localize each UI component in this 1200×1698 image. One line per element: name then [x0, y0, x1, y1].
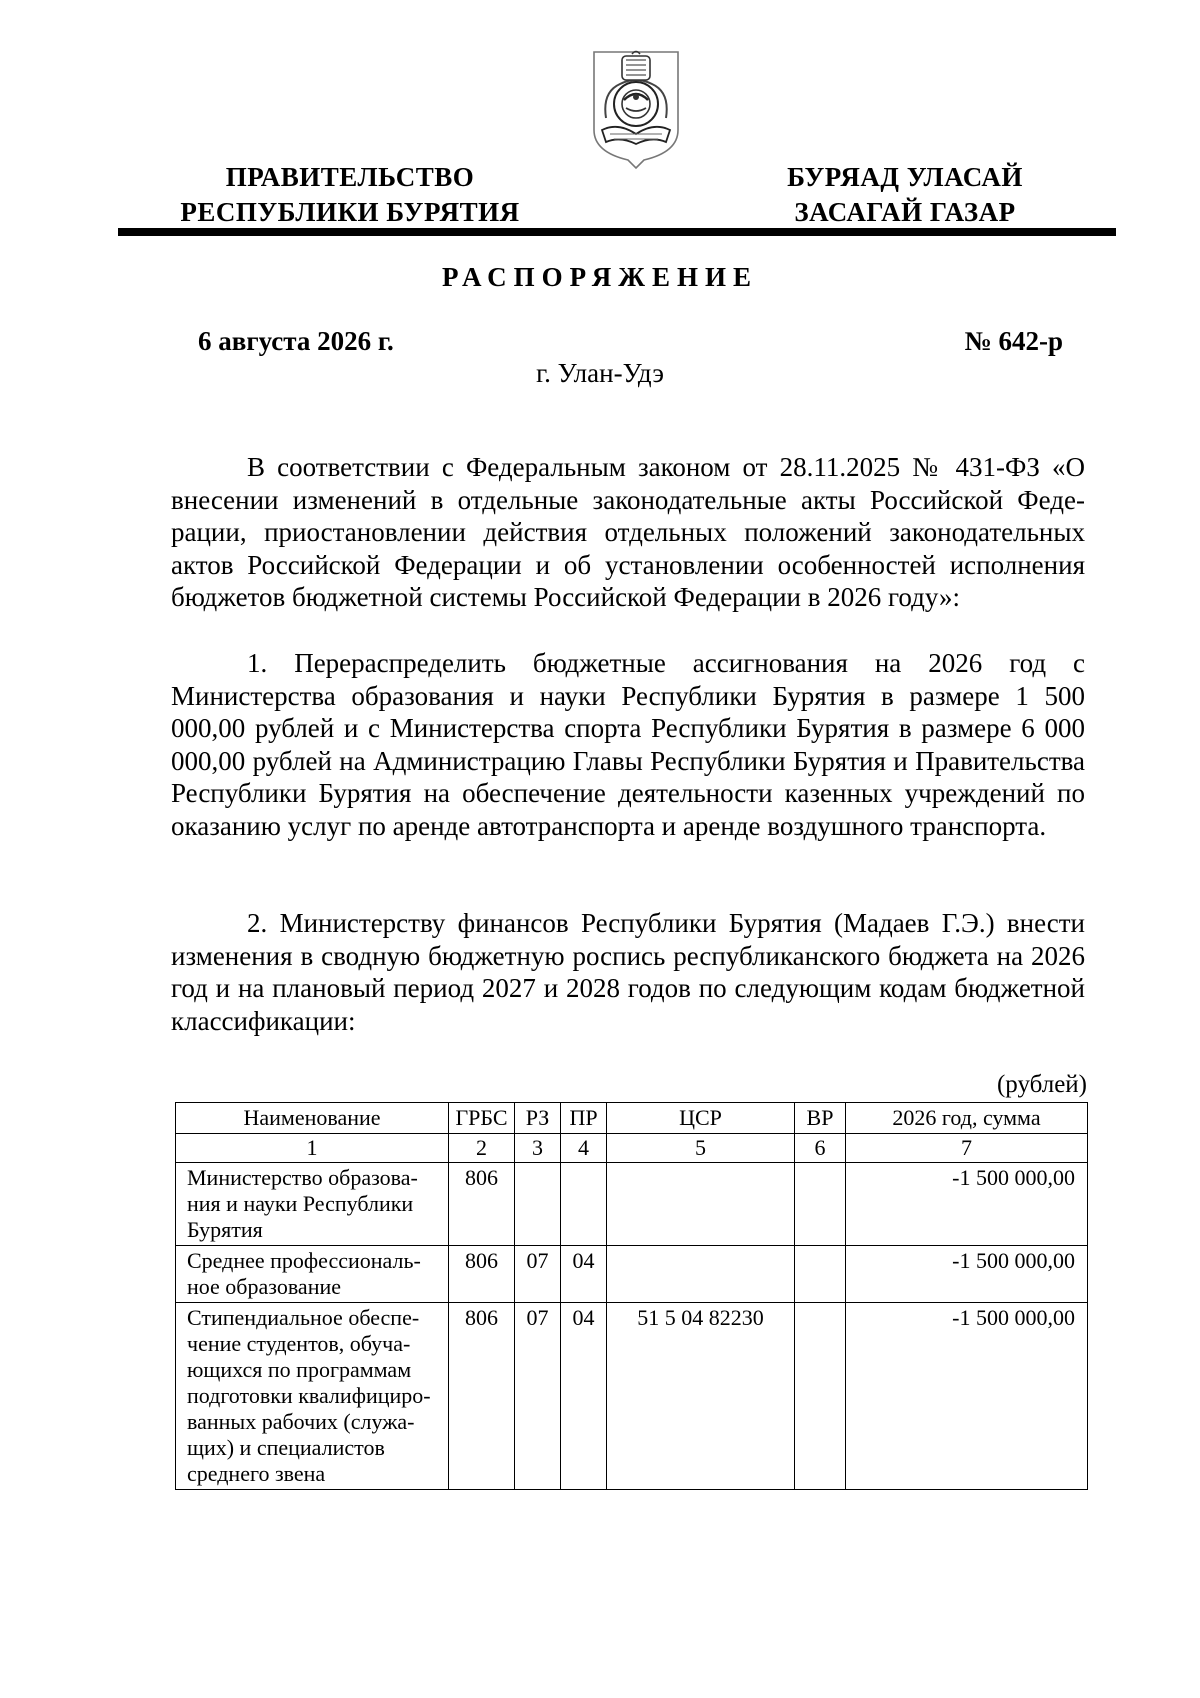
item-2-paragraph: 2. Министерству финансов Республики Бурятия (Мадаев Г.Э.) внести изменения в сводную бюджетную роспись республиканского бюджета на 2026 год и на плановый период 2027 и 2028 годов по следующим кодам бюджетной классификации: — [171, 908, 1085, 1036]
document-number: № 642-р — [964, 326, 1063, 356]
organization-name-line: ЗАСАГАЙ ГАЗАР — [794, 197, 1016, 227]
column-header: Наименование — [176, 1103, 449, 1134]
budget-table — [175, 1102, 1088, 1490]
column-number: 2 — [449, 1134, 515, 1163]
organization-name-line: РЕСПУБЛИКИ БУРЯТИЯ — [180, 197, 520, 227]
document-type-title: РАСПОРЯЖЕНИЕ — [441, 262, 759, 292]
column-number: 4 — [561, 1134, 607, 1163]
table-row — [176, 1303, 1088, 1490]
cell-pr — [561, 1163, 607, 1246]
column-header: 2026 год, сумма — [846, 1103, 1088, 1134]
preamble-paragraph: В соответствии с Федеральным законом от 28.11.2025 № 431-ФЗ «О внесении изменений в отдельные законодательные акты Российской Федерации, приостановлении действия отдельных положений законодательных актов Российской Федерации и об установлении особенностей исполнения бюджетов бюджетной системы Российской Федерации в 2026 году»: — [171, 452, 1085, 612]
cell-amount: -1 500 000,00 — [846, 1246, 1088, 1303]
column-header: ГРБС — [449, 1103, 515, 1134]
document-date: 6 августа 2026 г. — [198, 326, 394, 356]
cell-vr — [795, 1246, 846, 1303]
column-header: ЦСР — [607, 1103, 795, 1134]
cell-csr — [607, 1246, 795, 1303]
column-header: ВР — [795, 1103, 846, 1134]
column-number: 3 — [515, 1134, 561, 1163]
header-divider — [118, 228, 1116, 236]
cell-rz: 07 — [515, 1303, 561, 1490]
item-1-paragraph: 1. Перераспределить бюджетные ассигнования на 2026 год с Министерства образования и науки Республики Бурятия в размере 1 500 000,00 рублей и с Министерства спорта Республики Бурятия в размере 6 000 000,00 рублей на Администрацию Главы Республики Бурятия и Правительства Республики Бурятия на обеспечение деятельности казенных учреждений по оказанию услуг по аренде автотранспорта и аренде воздушного транспорта. — [171, 648, 1085, 841]
document-city: г. Улан-Удэ — [536, 358, 664, 388]
column-number: 6 — [795, 1134, 846, 1163]
table-row — [176, 1163, 1088, 1246]
cell-name: Среднее профессиональное образование — [176, 1246, 449, 1303]
cell-rz — [515, 1163, 561, 1246]
column-number: 5 — [607, 1134, 795, 1163]
cell-name: Стипендиальное обеспечение студентов, обучающихся по программам подготовки квалифицированных рабочих (служащих) и специалистов среднего звена — [176, 1303, 449, 1490]
cell-grbs: 806 — [449, 1163, 515, 1246]
column-header: ПР — [561, 1103, 607, 1134]
coat-of-arms-icon — [588, 48, 684, 174]
cell-grbs: 806 — [449, 1303, 515, 1490]
cell-vr — [795, 1303, 846, 1490]
organization-name-buryat — [770, 160, 1040, 230]
organization-name-line: БУРЯАД УЛАСАЙ — [787, 162, 1023, 192]
cell-csr — [607, 1163, 795, 1246]
organization-name-line: ПРАВИТЕЛЬСТВО — [225, 162, 475, 192]
cell-amount: -1 500 000,00 — [846, 1303, 1088, 1490]
column-number: 1 — [176, 1134, 449, 1163]
cell-amount: -1 500 000,00 — [846, 1163, 1088, 1246]
cell-rz: 07 — [515, 1246, 561, 1303]
cell-pr: 04 — [561, 1246, 607, 1303]
cell-grbs: 806 — [449, 1246, 515, 1303]
column-header: РЗ — [515, 1103, 561, 1134]
organization-name-russian — [170, 160, 530, 230]
table-unit-label: (рублей) — [996, 1071, 1087, 1098]
cell-vr — [795, 1163, 846, 1246]
table-header-row — [176, 1103, 1088, 1134]
cell-csr: 51 5 04 82230 — [607, 1303, 795, 1490]
cell-pr: 04 — [561, 1303, 607, 1490]
column-number-row — [176, 1134, 1088, 1163]
table-row — [176, 1246, 1088, 1303]
cell-name: Министерство образования и науки Республики Бурятия — [176, 1163, 449, 1246]
column-number: 7 — [846, 1134, 1088, 1163]
